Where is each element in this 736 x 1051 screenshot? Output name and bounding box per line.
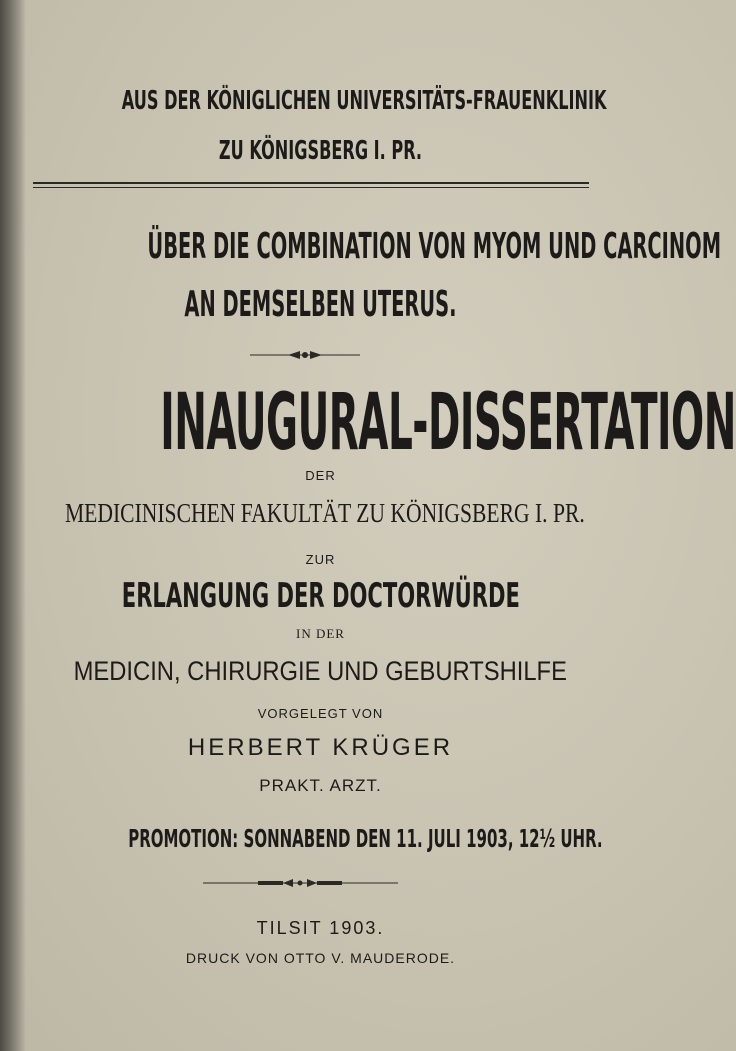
header-line-2: ZU KÖNIGSBERG I. PR.	[218, 136, 423, 166]
label-der: DER	[305, 468, 336, 483]
dissertation-heading: INAUGURAL-DISSERTATION	[160, 378, 736, 468]
ornament-divider-top	[250, 348, 360, 362]
double-rule-bottom	[33, 187, 589, 188]
title-line-1: ÜBER DIE COMBINATION VON MYOM UND CARCINOM	[147, 226, 722, 267]
label-zur: ZUR	[305, 552, 336, 567]
header-line-1: AUS DER KÖNIGLICHEN UNIVERSITÄTS-FRAUENKLINIK	[121, 86, 607, 116]
ornament-divider-bottom	[203, 876, 398, 890]
author-name: HERBERT KRÜGER	[187, 734, 454, 761]
author-title: PRAKT. ARZT.	[259, 776, 382, 795]
double-rule-top	[33, 182, 589, 184]
promotion-line: PROMOTION: SONNABEND DEN 11. JULI 1903, 12½ UHR.	[128, 824, 603, 853]
title-line-2: AN DEMSELBEN UTERUS.	[184, 284, 457, 325]
fields-line: MEDICIN, CHIRURGIE UND GEBURTSHILFE	[73, 656, 568, 686]
label-in-der: IN DER	[296, 626, 345, 641]
faculty-line: MEDICINISCHEN FAKULTÄT ZU KÖNIGSBERG I. PR.	[64, 498, 585, 528]
imprint-place-year: TILSIT 1903.	[256, 918, 385, 938]
purpose-line: ERLANGUNG DER DOCTORWÜRDE	[121, 576, 520, 616]
label-vorgelegt: VORGELEGT VON	[257, 706, 384, 721]
imprint-printer: DRUCK VON OTTO V. MAUDERODE.	[185, 950, 456, 966]
